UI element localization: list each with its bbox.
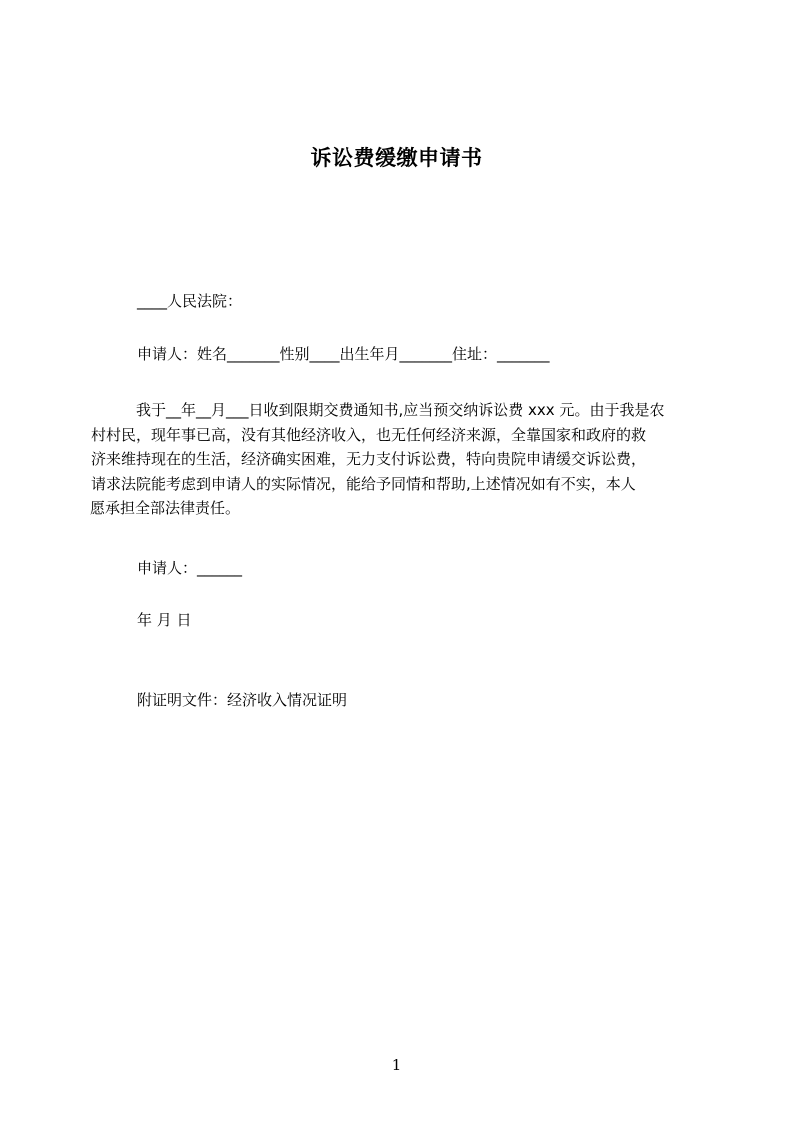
body-line: 济来维持现在的生活，经济确实困难，无力支付诉讼费，特向贵院申请缓交诉讼费， [91,450,647,468]
body-line: 愿承担全部法律责任。 [90,499,241,517]
body-line: 我于__年__月___日收到限期交费通知书,应当预交纳诉讼费 xxx 元。由于我是农 [136,401,665,419]
attachment-line: 附证明文件：经济收入情况证明 [137,691,348,709]
body-line: 请求法院能考虑到申请人的实际情况，能给予同情和帮助,上述情况如有不实，本人 [91,474,636,493]
addressee-line: ____人民法院： [137,292,243,310]
signature-line: 申请人：______ [137,559,243,577]
body-line: 村村民，现年事已高，没有其他经济收入，也无任何经济来源，全靠国家和政府的救 [91,425,647,444]
applicant-info-line: 申请人：姓名_______性别____出生年月_______住址：_______ [137,345,550,363]
date-line: 年 月 日 [137,611,192,629]
page-number: 1 [391,1056,402,1074]
body-paragraph [90,398,710,521]
document-title: 诉讼费缓缴申请书 [310,146,483,170]
